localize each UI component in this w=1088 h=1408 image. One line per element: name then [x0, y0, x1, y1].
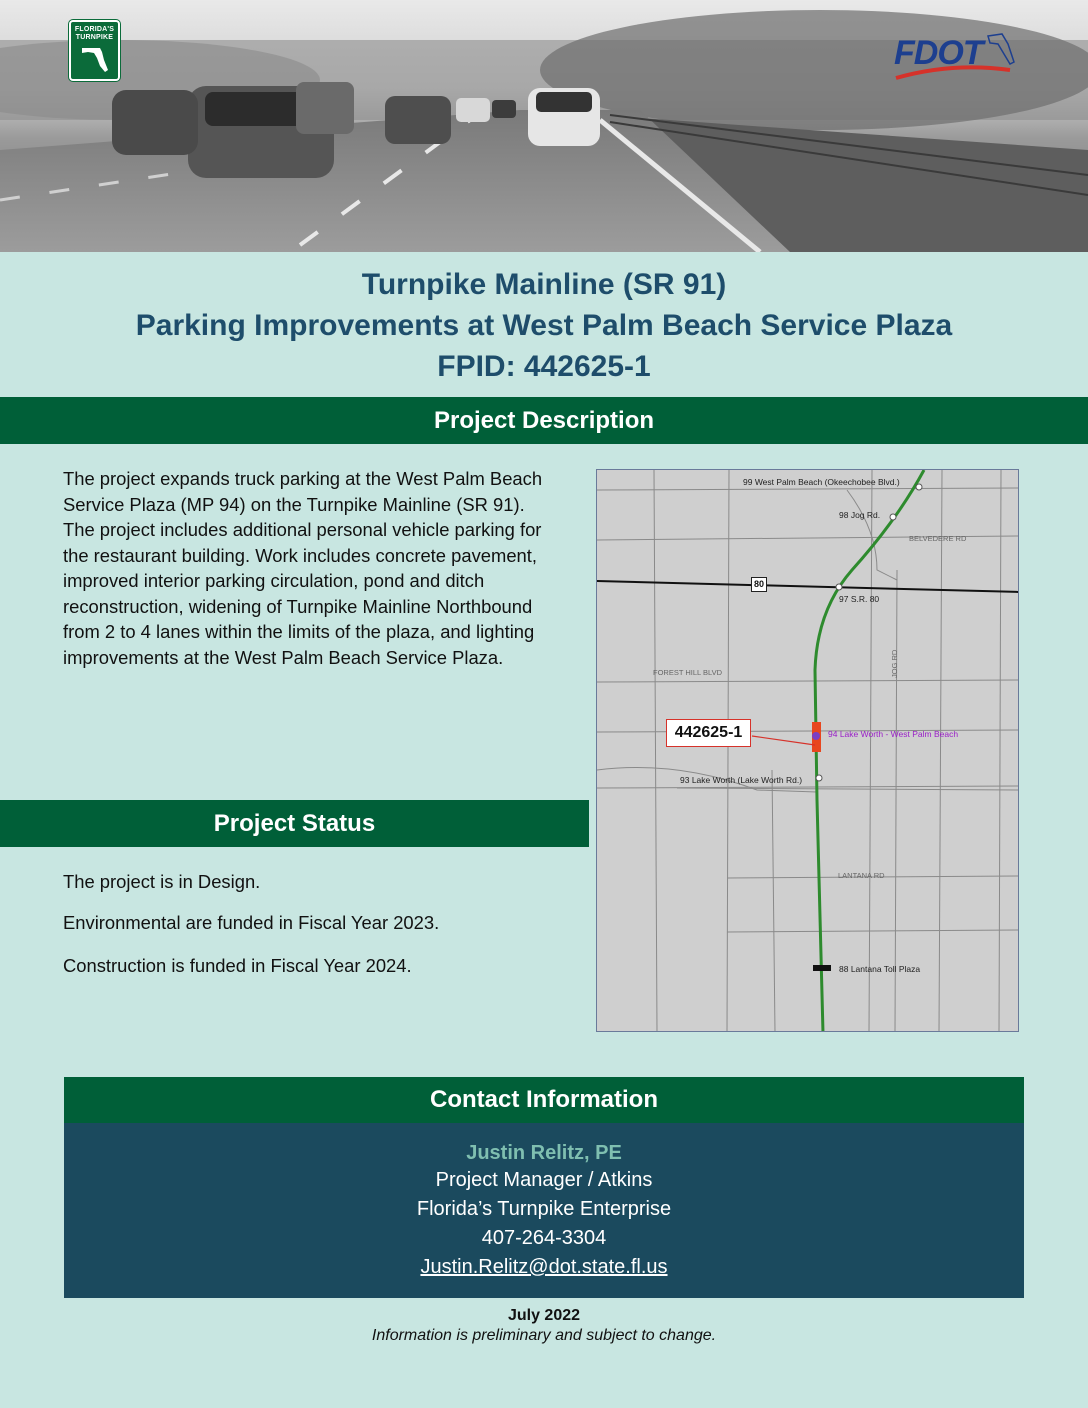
status-item-construction: Construction is funded in Fiscal Year 2024. [63, 955, 412, 976]
map-label-jog-rd: JOG RD [890, 649, 899, 678]
contact-box [64, 1123, 1024, 1298]
project-description-heading: Project Description [0, 397, 1088, 444]
fdot-logo-text: FDOT [894, 34, 983, 72]
title-line-2: Parking Improvements at West Palm Beach Service Plaza [135, 309, 953, 342]
turnpike-logo-text: FLORIDA'S TURNPIKE [74, 26, 115, 41]
project-status-heading: Project Status [0, 800, 589, 847]
map-label-plaza-94: 94 Lake Worth - West Palm Beach [828, 729, 959, 739]
sr-80-shield-icon: 80 [751, 577, 767, 592]
fpid-title: FPID: 442625-1 [437, 350, 651, 383]
contact-title: Project Manager / Atkins [435, 1169, 653, 1191]
title-line-1: Turnpike Mainline (SR 91) [361, 268, 727, 301]
map-label-exit-99: 99 West Palm Beach (Okeechobee Blvd.) [743, 477, 900, 487]
title-block [0, 264, 1088, 387]
contact-organization: Florida’s Turnpike Enterprise [416, 1198, 672, 1220]
project-description-text: The project expands truck parking at the West Palm Beach Service Plaza (MP 94) on the Turnpike Mainline (SR 91). The project includes additional personal vehicle parking for the restaurant building. Work includes concrete pavement, improved interior parking circulation, pond and ditch reconstruction, widening of Turnpike Mainline Northbound from 2 to 4 lanes within the limits of the plaza, and lighting improvements at the West Palm Beach Service Plaza. [63, 468, 543, 668]
map-label-belvedere: BELVEDERE RD [909, 534, 967, 543]
map-roads [597, 470, 1019, 1032]
location-map [596, 469, 1019, 1032]
map-label-toll-88: 88 Lantana Toll Plaza [839, 964, 921, 974]
florida-state-icon [80, 44, 110, 74]
map-label-exit-98: 98 Jog Rd. [839, 510, 881, 520]
footer-disclaimer: Information is preliminary and subject to change. [371, 1327, 717, 1344]
status-item-environmental: Environmental are funded in Fiscal Year 2023. [63, 912, 440, 933]
project-callout: 442625-1 [666, 719, 751, 747]
fdot-swoosh-icon [892, 28, 1022, 84]
map-label-forest-hill: FOREST HILL BLVD [653, 668, 723, 677]
contact-information-heading: Contact Information [64, 1077, 1024, 1123]
map-label-exit-97: 97 S.R. 80 [839, 594, 880, 604]
status-item-design: The project is in Design. [63, 871, 261, 892]
header-photo [0, 0, 1088, 252]
contact-name: Justin Relitz, PE [466, 1142, 622, 1164]
contact-email-link[interactable]: Justin.Relitz@dot.state.fl.us [420, 1256, 668, 1278]
footer-date: July 2022 [507, 1307, 581, 1324]
fdot-logo [892, 28, 1022, 84]
map-label-exit-93: 93 Lake Worth (Lake Worth Rd.) [680, 775, 803, 785]
map-label-lantana: LANTANA RD [838, 871, 885, 880]
florida-turnpike-logo [69, 20, 120, 81]
contact-phone: 407-264-3304 [481, 1227, 607, 1249]
